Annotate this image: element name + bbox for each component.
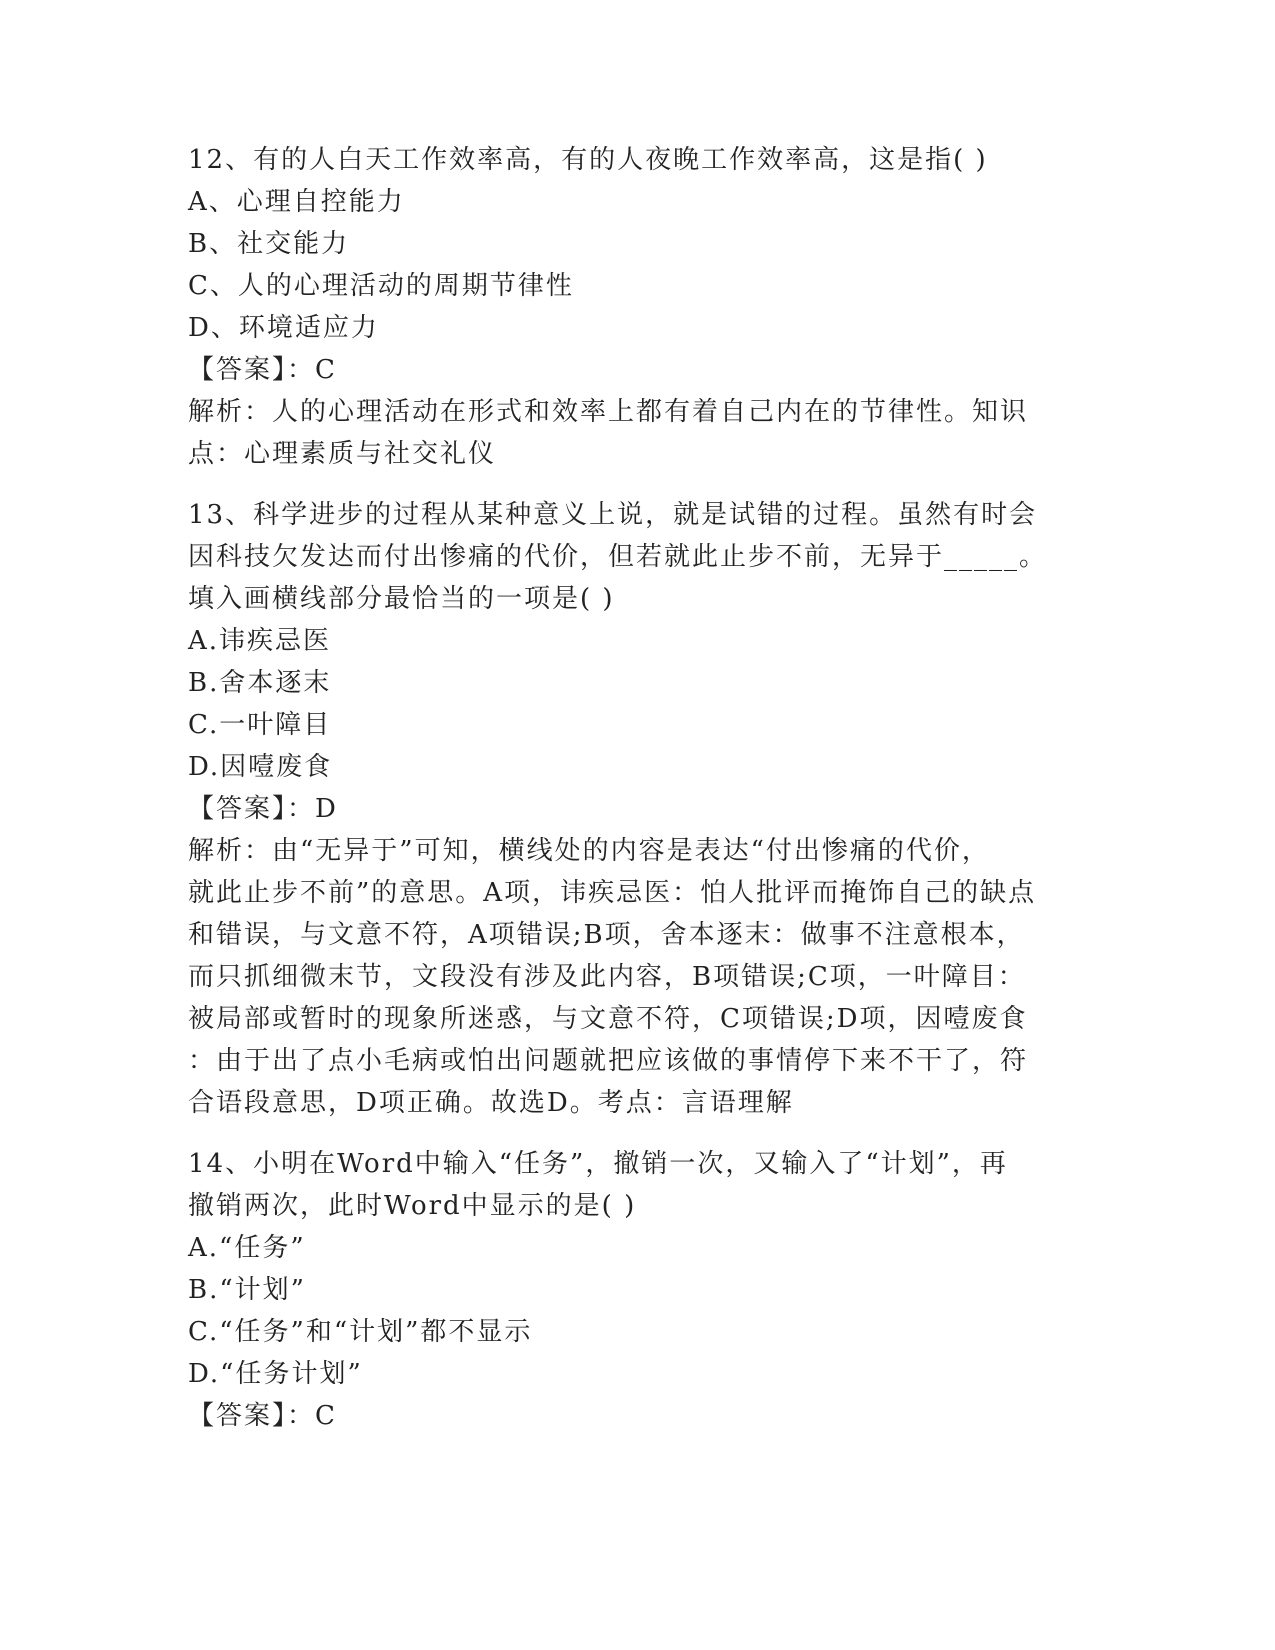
analysis-line: 而只抓细微末节，文段没有涉及此内容，B项错误;C项，一叶障目： [188, 962, 1026, 992]
option-c: C.“任务”和“计划”都不显示 [188, 1317, 533, 1347]
question-text: 撤销两次，此时Word中显示的是( ) [188, 1191, 637, 1221]
option-b: B.“计划” [188, 1275, 306, 1305]
analysis-line: 被局部或暂时的现象所迷惑，与文意不符，C项错误;D项，因噎废食 [188, 1004, 1028, 1034]
analysis-line: 解析：由“无异于”可知，横线处的内容是表达“付出惨痛的代价， [188, 836, 990, 866]
option-a: A.讳疾忌医 [188, 626, 332, 656]
option-d: D.因噎废食 [188, 752, 333, 782]
option-c: C.一叶障目 [188, 710, 332, 740]
analysis-line: 和错误，与文意不符，A项错误;B项，舍本逐末：做事不注意根本， [188, 920, 1025, 950]
question-text: 填入画横线部分最恰当的一项是( ) [188, 584, 615, 614]
question-text: 14、小明在Word中输入“任务”，撤销一次，又输入了“计划”，再 [188, 1149, 1008, 1179]
question-text: 13、科学进步的过程从某种意义上说，就是试错的过程。虽然有时会 [188, 500, 1038, 530]
question-text: 因科技欠发达而付出惨痛的代价，但若就此止步不前，无异于_____。 [188, 542, 1048, 572]
analysis-line: 合语段意思，D项正确。故选D。考点：言语理解 [188, 1088, 794, 1118]
question-text: 12、有的人白天工作效率高，有的人夜晚工作效率高，这是指( ) [188, 145, 988, 175]
analysis-line: 点：心理素质与社交礼仪 [188, 439, 497, 469]
answer: 【答案】：D [188, 794, 338, 824]
analysis-line: 解析：人的心理活动在形式和效率上都有着自己内在的节律性。知识 [188, 397, 1029, 427]
option-b: B.舍本逐末 [188, 668, 332, 698]
option-c: C、人的心理活动的周期节律性 [188, 271, 574, 301]
answer: 【答案】：C [188, 355, 337, 385]
option-a: A、心理自控能力 [188, 187, 405, 217]
analysis-line: ：由于出了点小毛病或怕出问题就把应该做的事情停下来不干了，符 [188, 1046, 1029, 1076]
analysis-line: 就此止步不前”的意思。A项，讳疾忌医：怕人批评而掩饰自己的缺点 [188, 878, 1037, 908]
option-d: D、环境适应力 [188, 313, 379, 343]
answer: 【答案】：C [188, 1401, 337, 1431]
option-d: D.“任务计划” [188, 1359, 363, 1389]
option-b: B、社交能力 [188, 229, 350, 259]
option-a: A.“任务” [188, 1233, 306, 1263]
